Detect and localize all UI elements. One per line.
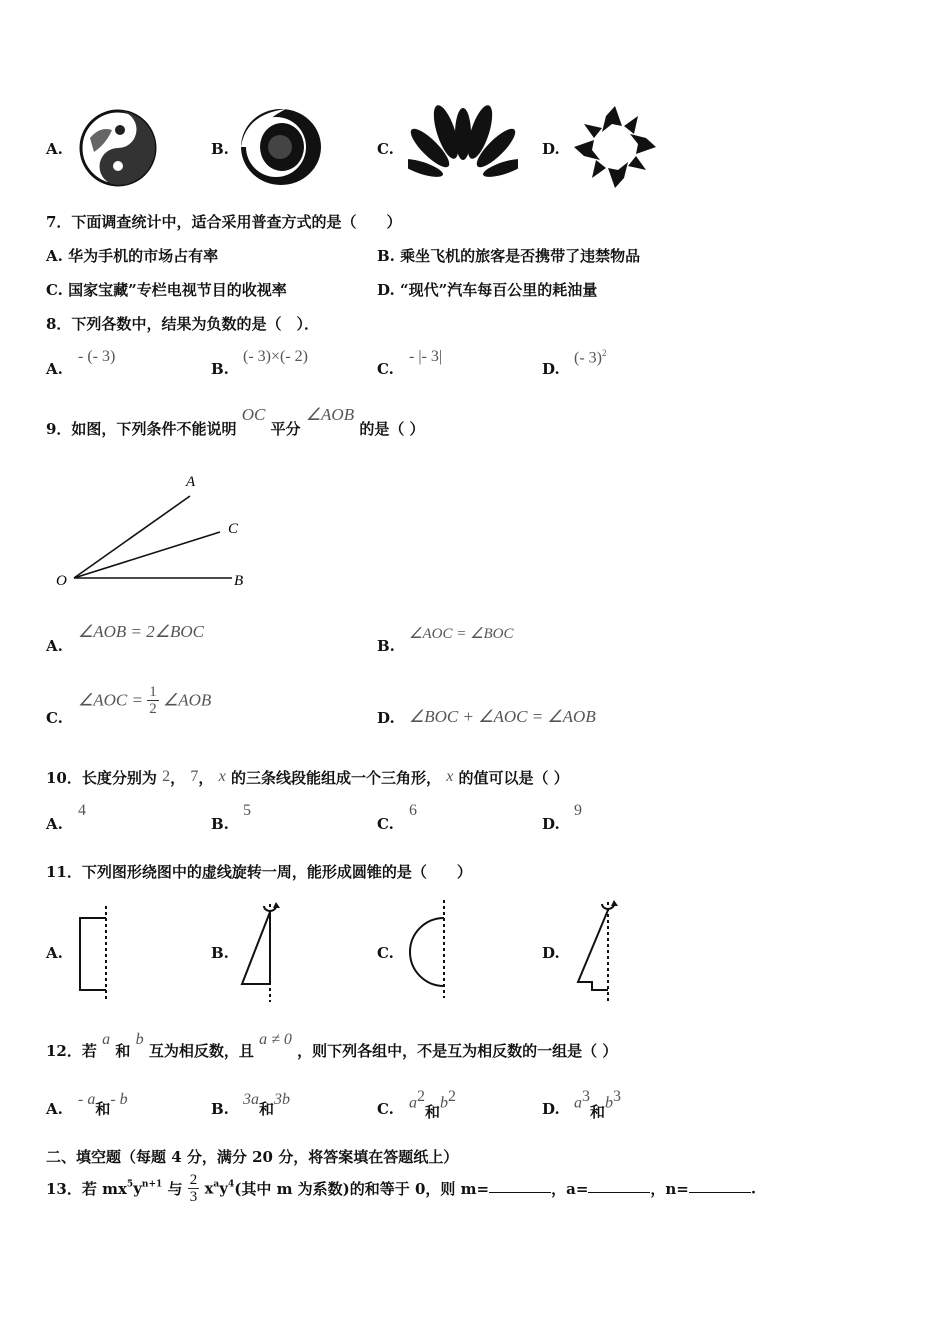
q7-option-a-letter: A. <box>46 247 63 265</box>
question-13: 13．若 $mx^5y^{n+1}$ 与 $\frac{2}{3}$ $x^ay^4$(其中 m 为系数)的和等于 0，则 m= ，a= ，n= . <box>46 1172 757 1205</box>
q12-option-b-math[interactable]: 3a和3b <box>243 1091 291 1118</box>
q8-option-b-math[interactable]: (- 3)×(- 2) <box>243 348 308 365</box>
q10-option-d-letter: D. <box>542 815 560 833</box>
q9-angle-figure <box>40 466 260 596</box>
q9-option-d-letter: D. <box>377 709 395 727</box>
ray-oc <box>74 532 220 578</box>
q7-option-a[interactable] <box>46 245 218 266</box>
label-c: C <box>228 521 239 537</box>
triangle-with-notch-axis-icon[interactable] <box>570 894 620 1004</box>
answer-blank-m[interactable] <box>489 1178 551 1193</box>
q7-option-c-text: 国家宝藏”专栏电视节目的收视率 <box>68 281 287 299</box>
q6-option-c-letter: C. <box>377 140 394 158</box>
q9-option-a-math[interactable]: ∠AOB = 2∠BOC <box>78 622 204 641</box>
answer-blank-n[interactable] <box>689 1178 751 1193</box>
label-a: A <box>186 474 196 490</box>
q12-option-d-letter: D. <box>542 1100 560 1118</box>
q9-stem: 9．如图，下列条件不能说明 OC 平分 ∠AOB 的是（ ） <box>46 405 425 438</box>
q9-option-a-letter: A. <box>46 637 63 655</box>
q10-option-b-math[interactable]: 5 <box>243 802 251 819</box>
q10-option-c-letter: C. <box>377 815 394 833</box>
q8-option-a-math[interactable]: - (- 3) <box>78 348 116 365</box>
q8-option-d-letter: D. <box>542 360 560 378</box>
q7-option-c-letter: C. <box>46 281 63 299</box>
q7-option-d-text: “现代”汽车每百公里的耗油量 <box>399 281 598 299</box>
q7-option-a-text: 华为手机的市场占有率 <box>68 247 219 265</box>
q7-option-d[interactable] <box>377 279 597 300</box>
q7-option-b-text: 乘坐飞机的旅客是否携带了违禁物品 <box>400 247 641 265</box>
q12-option-a-math[interactable]: - a和- b <box>78 1091 128 1118</box>
q8-option-d-math[interactable]: (- 3)$^2$ <box>574 348 607 367</box>
q11-option-c-letter: C. <box>377 944 394 962</box>
q6-option-d-letter: D. <box>542 140 560 158</box>
q9-option-c-letter: C. <box>46 709 63 727</box>
q10-option-a-math[interactable]: 4 <box>78 802 86 819</box>
q10-option-d-math[interactable]: 9 <box>574 802 582 819</box>
q7-option-b-letter: B. <box>377 247 395 265</box>
q12-option-b-letter: B. <box>211 1100 229 1118</box>
q11-stem: 11．下列图形绕图中的虚线旋转一周，能形成圆锥的是（ ） <box>46 863 472 881</box>
q9-option-c-math[interactable]: ∠AOC = $\frac{1}{2}$ ∠AOB <box>78 684 212 717</box>
q8-option-c-math[interactable]: - |- 3| <box>409 348 443 365</box>
q12-option-d-math[interactable]: $a^3$和$b^3$ <box>574 1088 622 1122</box>
q7-option-c[interactable] <box>46 279 287 300</box>
q8-option-c-letter: C. <box>377 360 394 378</box>
q12-option-a-letter: A. <box>46 1100 63 1118</box>
q9-option-b-letter: B. <box>377 637 395 655</box>
q8-stem: 8．下列各数中，结果为负数的是（ ）． <box>46 315 319 333</box>
q7-option-b[interactable] <box>377 245 640 266</box>
q9-option-b-math[interactable]: ∠AOC = ∠BOC <box>409 626 514 642</box>
q6-option-a-letter: A. <box>46 140 63 158</box>
q9-option-d-math[interactable]: ∠BOC + ∠AOC = ∠AOB <box>409 707 596 726</box>
q12-option-c-letter: C. <box>377 1100 394 1118</box>
label-b: B <box>234 573 244 589</box>
semicircle-with-axis-icon[interactable] <box>404 898 454 1004</box>
q10-stem: 10．长度分别为 2， 7， x 的三条线段能组成一个三角形， x 的值可以是（ ） <box>46 768 569 787</box>
q11-option-b-letter: B. <box>211 944 229 962</box>
concentric-rings-logo-icon <box>236 104 326 190</box>
yin-yang-logo-icon <box>78 108 158 188</box>
label-o: O <box>56 573 67 589</box>
four-star-ring-logo-icon <box>572 104 658 190</box>
q7-option-d-letter: D. <box>377 281 395 299</box>
petal-fan-logo-icon <box>408 102 518 188</box>
q7-stem: 7．下面调查统计中，适合采用普查方式的是（ ） <box>46 213 402 231</box>
rectangle-with-axis-icon[interactable] <box>74 904 114 1004</box>
q10-option-c-math[interactable]: 6 <box>409 802 417 819</box>
answer-blank-a[interactable] <box>588 1178 650 1193</box>
q8-option-b-letter: B. <box>211 360 229 378</box>
q12-stem: 12．若 a 和 b 互为相反数，且 a ≠ 0 ，则下列各组中，不是互为相反数的一组是（ ） <box>46 1031 618 1060</box>
q11-option-d-letter: D. <box>542 944 560 962</box>
section-2-title: 二、填空题（每题 4 分，满分 20 分，将答案填在答题纸上） <box>46 1148 459 1166</box>
ray-oa <box>74 496 190 578</box>
q8-option-a-letter: A. <box>46 360 63 378</box>
q10-option-b-letter: B. <box>211 815 229 833</box>
q11-option-a-letter: A. <box>46 944 63 962</box>
q10-option-a-letter: A. <box>46 815 63 833</box>
q12-option-c-math[interactable]: $a^2$和$b^2$ <box>409 1088 457 1122</box>
q6-option-b-letter: B. <box>211 140 229 158</box>
right-triangle-with-axis-icon[interactable] <box>236 898 286 1004</box>
